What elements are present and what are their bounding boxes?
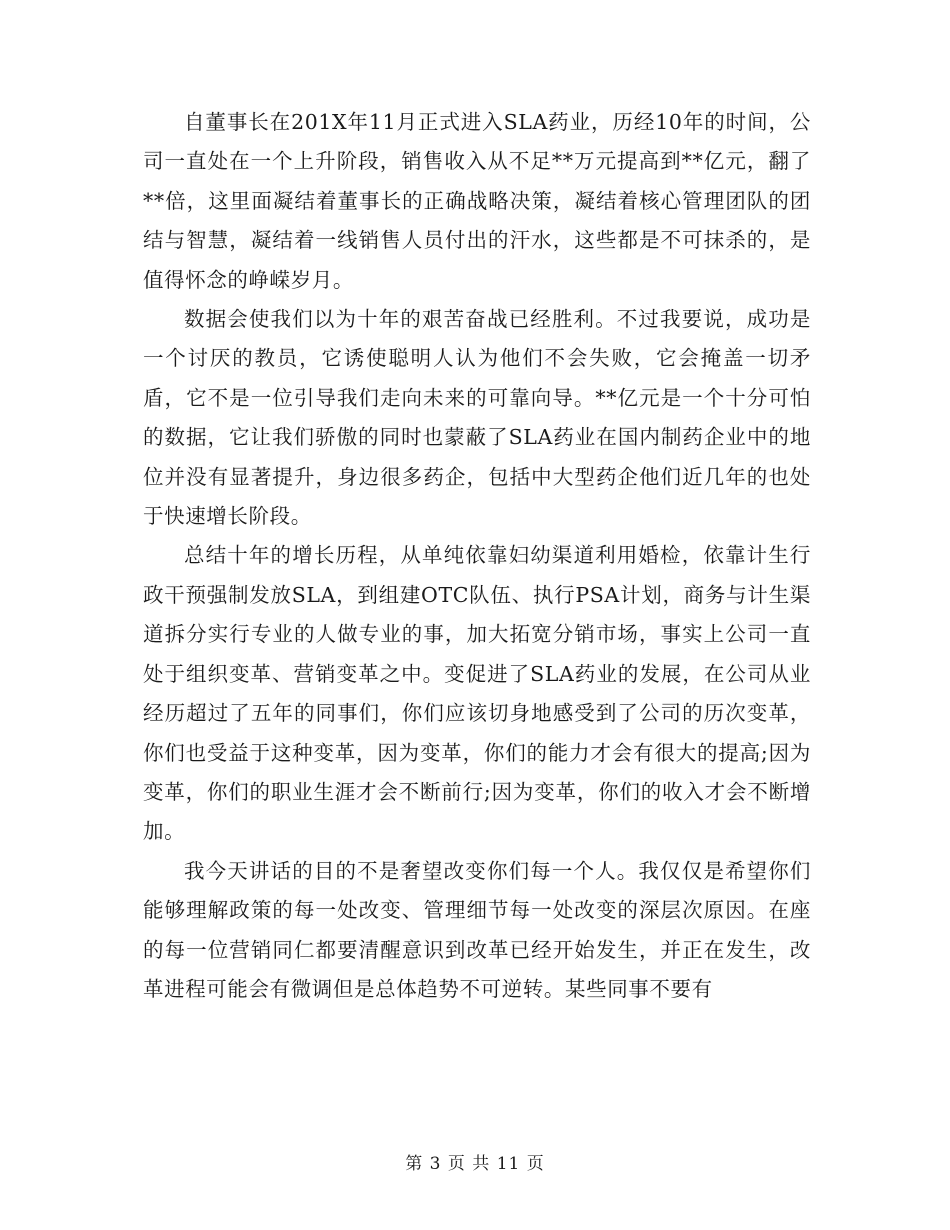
page-number-label: 第 3 页 共 11 页 bbox=[405, 1154, 545, 1174]
paragraph-4: 我今天讲话的目的不是奢望改变你们每一个人。我仅仅是希望你们能够理解政策的每一处改变、管理细节每一处改变的深层次原因。在座的每一位营销同仁都要清醒意识到改革已经开始发生，并正在发生，改革进程可能会有微调但是总体趋势不可逆转。某些同事不要有 bbox=[143, 858, 811, 1001]
paragraph-2: 数据会使我们以为十年的艰苦奋战已经胜利。不过我要说，成功是一个讨厌的教员，它诱使聪明人认为他们不会失败，它会掩盖一切矛盾，它不是一位引导我们走向未来的可靠向导。**亿元是一个十分可怕的数据，它让我们骄傲的同时也蒙蔽了SLA药业在国内制药企业中的地位并没有显著提升，身边很多药企，包括中大型药企他们近几年的也处于快速增长阶段。 bbox=[143, 307, 811, 529]
document-body bbox=[143, 103, 811, 1009]
page-footer bbox=[0, 1149, 950, 1174]
paragraph-1: 自董事长在201X年11月正式进入SLA药业，历经10年的时间，公司一直处在一个上升阶段，销售收入从不足**万元提高到**亿元，翻了**倍，这里面凝结着董事长的正确战略决策，凝结着核心管理团队的团结与智慧，凝结着一线销售人员付出的汗水，这些都是不可抹杀的，是值得怀念的峥嵘岁月。 bbox=[143, 110, 811, 292]
paragraph-3: 总结十年的增长历程，从单纯依靠妇幼渠道利用婚检，依靠计生行政干预强制发放SLA，到组建OTC队伍、执行PSA计划，商务与计生渠道拆分实行专业的人做专业的事，加大拓宽分销市场，事实上公司一直处于组织变革、营销变革之中。变促进了SLA药业的发展，在公司从业经历超过了五年的同事们，你们应该切身地感受到了公司的历次变革，你们也受益于这种变革，因为变革，你们的能力才会有很大的提高;因为变革，你们的职业生涯才会不断前行;因为变革，你们的收入才会不断增加。 bbox=[143, 543, 811, 844]
